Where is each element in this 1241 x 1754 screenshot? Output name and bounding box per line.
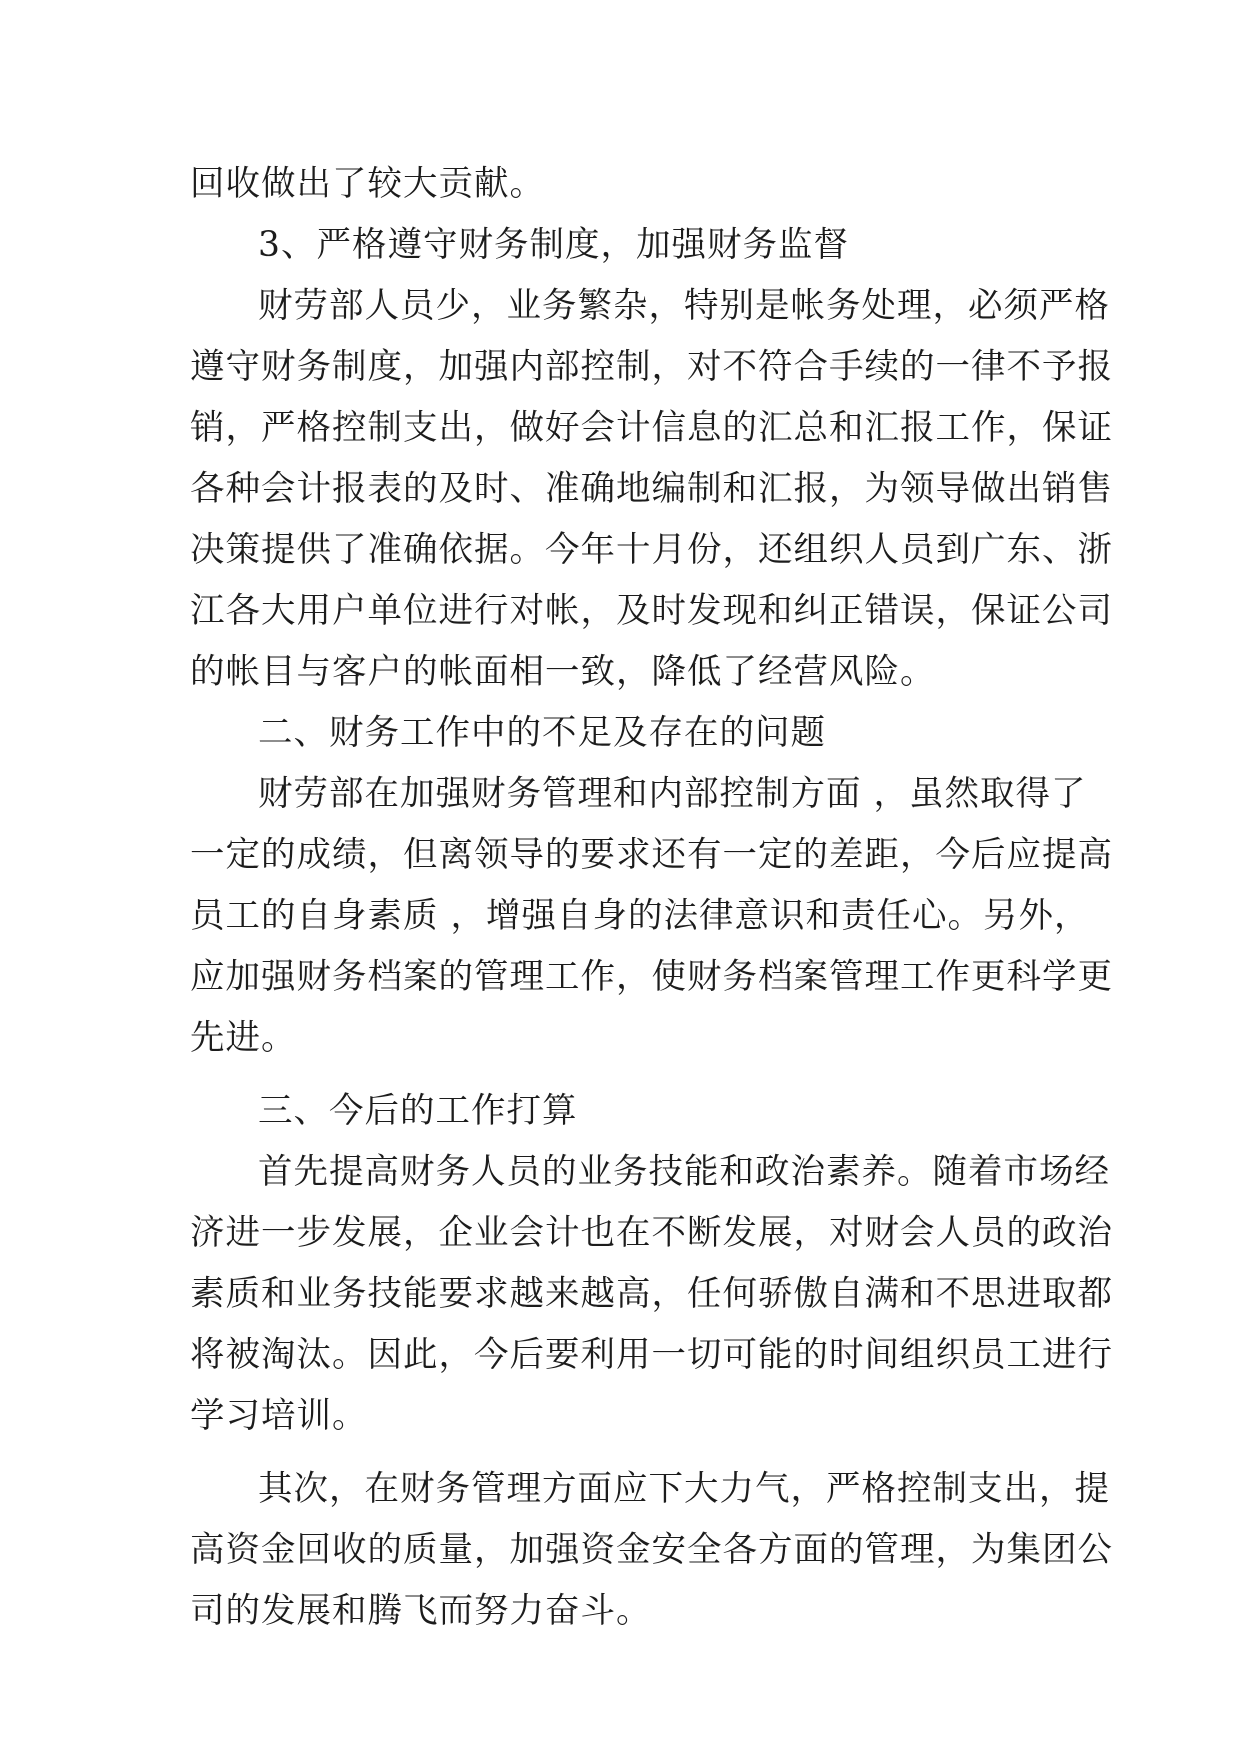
text-line: 应加强财务档案的管理工作，使财务档案管理工作更科学更 [190,957,1113,997]
section-heading: 三、今后的工作打算 [258,1091,578,1131]
text-line: 各种会计报表的及时、准确地编制和汇报，为领导做出销售 [190,469,1113,509]
text-line: 素质和业务技能要求越来越高，任何骄傲自满和不思进取都 [190,1274,1113,1314]
text-line: 遵守财务制度，加强内部控制，对不符合手续的一律不予报 [190,347,1113,387]
text-line: 回收做出了较大贡献。 [190,164,545,204]
text-line: 济进一步发展，企业会计也在不断发展，对财会人员的政治 [190,1213,1113,1253]
text-line: 先进。 [190,1018,297,1058]
text-line: 销，严格控制支出，做好会计信息的汇总和汇报工作，保证 [190,408,1113,448]
text-line: 财劳部在加强财务管理和内部控制方面 ，虽然取得了 [258,774,1087,814]
text-line: 员工的自身素质 ，增强自身的法律意识和责任心。另外， [190,896,1090,936]
text-line: 高资金回收的质量，加强资金安全各方面的管理，为集团公 [190,1530,1113,1570]
text-line: 一定的成绩，但离领导的要求还有一定的差距，今后应提高 [190,835,1113,875]
text-line: 学习培训。 [190,1396,368,1436]
text-line: 的帐目与客户的帐面相一致，降低了经营风险。 [190,652,936,692]
text-line: 司的发展和腾飞而努力奋斗。 [190,1591,652,1631]
text-line: 首先提高财务人员的业务技能和政治素养。随着市场经 [258,1152,1110,1192]
text-line: 江各大用户单位进行对帐，及时发现和纠正错误，保证公司 [190,591,1113,631]
text-line: 将被淘汰。因此，今后要利用一切可能的时间组织员工进行 [190,1335,1113,1375]
text-line: 其次，在财务管理方面应下大力气，严格控制支出，提 [258,1469,1110,1509]
section-heading: 3、严格遵守财务制度，加强财务监督 [258,225,849,265]
section-heading: 二、财务工作中的不足及存在的问题 [258,713,826,753]
text-line: 决策提供了准确依据。今年十月份，还组织人员到广东、浙 [190,530,1113,570]
document-body [190,154,1113,1642]
text-line: 财劳部人员少，业务繁杂，特别是帐务处理，必须严格 [258,286,1110,326]
